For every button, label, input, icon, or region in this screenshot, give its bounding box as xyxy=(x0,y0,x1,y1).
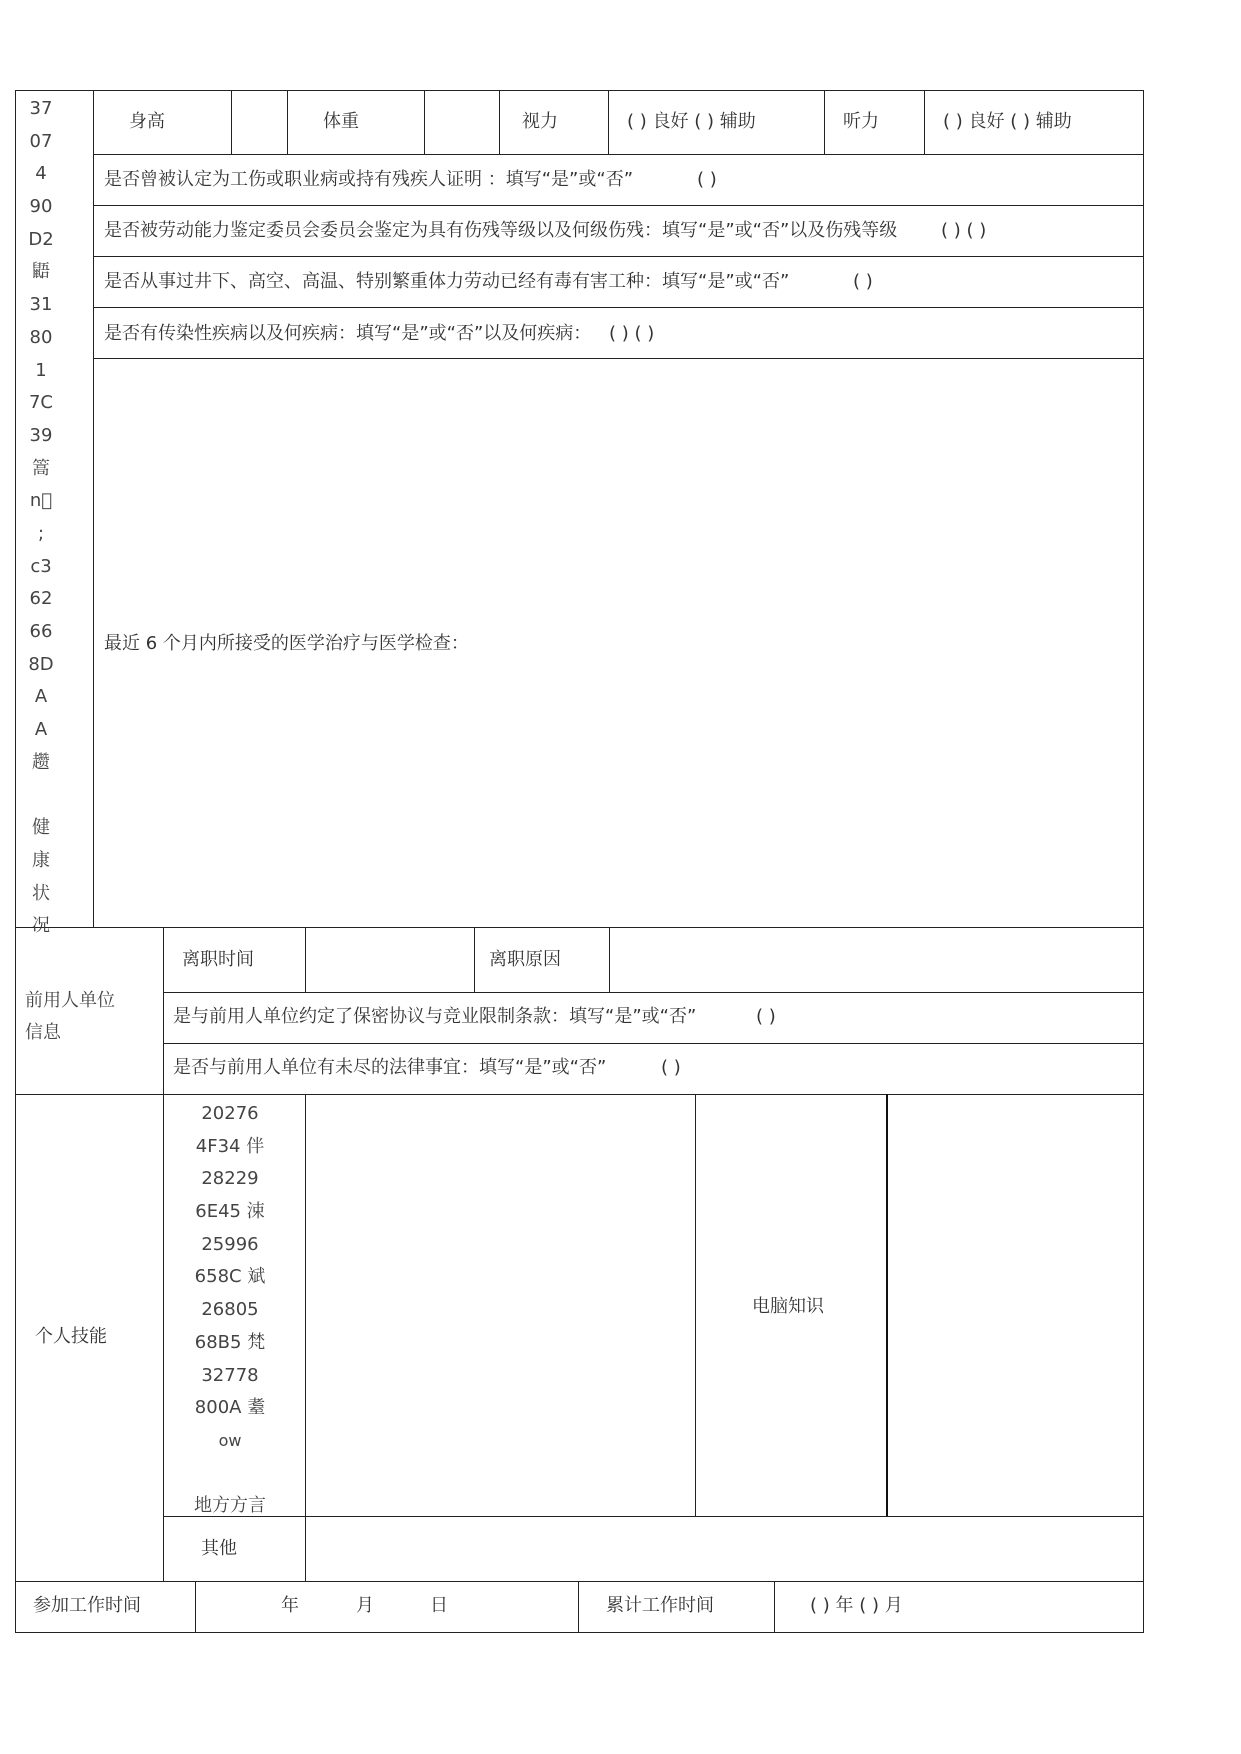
other-skills-label: 其他 xyxy=(201,1538,237,1559)
total-work-value[interactable]: ( ) 年 ( ) 月 xyxy=(810,1595,903,1616)
row-divider xyxy=(163,992,1143,993)
border-right xyxy=(1143,90,1144,1633)
hazard-answer-blank[interactable]: ( ) xyxy=(853,271,873,292)
skill-code: 28229 xyxy=(201,1168,259,1190)
infection-answer-blank[interactable]: ( ) ( ) xyxy=(609,323,655,344)
previous-employer-title: 前用人单位 信息 xyxy=(25,990,115,1043)
side-code: 80 xyxy=(29,326,53,348)
skills-title: 个人技能 xyxy=(35,1326,107,1347)
skill-code: 658C 斌 xyxy=(194,1266,266,1288)
side-code: 90 xyxy=(29,196,53,218)
skill-code: 68B5 梵 xyxy=(194,1331,266,1353)
hearing-label: 听力 xyxy=(843,111,879,132)
skill-code: ow xyxy=(218,1430,242,1450)
health-side-column xyxy=(15,93,67,943)
row-divider xyxy=(93,205,1143,206)
height-label: 身高 xyxy=(129,111,165,132)
vision-options[interactable]: ( ) 良好 ( ) 辅助 xyxy=(627,111,756,132)
col-divider xyxy=(231,90,232,154)
injury-answer-blank[interactable]: ( ) xyxy=(697,169,717,190)
section-divider xyxy=(15,1581,1143,1582)
confidential-question: 是与前用人单位约定了保密协议与竞业限制条款：填写“是”或“否” xyxy=(173,1006,697,1027)
col-divider xyxy=(774,1581,775,1632)
work-start-label: 参加工作时间 xyxy=(33,1595,141,1616)
col-divider xyxy=(608,90,609,154)
col-divider xyxy=(287,90,288,154)
row-divider xyxy=(93,307,1143,308)
skills-code-column xyxy=(163,1098,297,1523)
side-code: ; xyxy=(37,522,45,544)
side-code: A xyxy=(34,686,48,708)
side-code: 37 xyxy=(29,98,53,119)
hazard-question: 是否从事过井下、高空、高温、特别繁重体力劳动已经有毒有害工种：填写“是”或“否” xyxy=(104,271,790,292)
side-code: 31 xyxy=(29,294,53,316)
side-code: 7C xyxy=(28,392,54,414)
section-divider xyxy=(15,927,1143,928)
side-code: A xyxy=(34,719,48,741)
work-start-day[interactable]: 日 xyxy=(430,1595,448,1616)
side-code: 篙 xyxy=(32,457,50,479)
col-divider xyxy=(924,90,925,154)
side-code: 62 xyxy=(29,588,53,610)
computer-skills-label: 电脑知识 xyxy=(752,1296,824,1317)
total-work-label: 累计工作时间 xyxy=(606,1595,714,1616)
col-divider xyxy=(305,927,306,992)
legal-question: 是否与前用人单位有未尽的法律事宜：填写“是”或“否” xyxy=(173,1057,607,1078)
legal-answer-blank[interactable]: ( ) xyxy=(661,1057,681,1078)
section-title-char: 康 xyxy=(32,849,50,871)
medical-history-label: 最近 6 个月内所接受的医学治疗与医学检查： xyxy=(104,633,469,654)
weight-label: 体重 xyxy=(323,111,359,132)
side-code: 4 xyxy=(35,163,47,185)
col-divider xyxy=(499,90,500,154)
col-divider xyxy=(195,1581,196,1632)
skill-code: 20276 xyxy=(201,1103,259,1124)
section-divider xyxy=(15,1094,1143,1095)
col-divider xyxy=(695,1094,696,1516)
col-divider xyxy=(305,1094,306,1581)
side-code: n  xyxy=(29,490,53,512)
section-title-char: 健 xyxy=(32,817,50,839)
section-title-char: 状 xyxy=(32,882,50,904)
col-divider xyxy=(824,90,825,154)
disability-question: 是否被劳动能力鉴定委员会委员会鉴定为具有伤残等级以及何级伤残：填写“是”或“否”以及伤残等级 xyxy=(104,220,898,241)
side-code: 39 xyxy=(29,424,53,446)
injury-question: 是否曾被认定为工伤或职业病或持有残疾人证明 ：填写“是”或“否” xyxy=(104,169,634,190)
border-top xyxy=(15,90,1143,91)
side-code: c3 xyxy=(30,555,52,577)
dialect-label: 地方方言 xyxy=(194,1495,266,1517)
side-code: 8D xyxy=(28,653,54,675)
side-code: 鼯 xyxy=(32,261,50,283)
work-start-year[interactable]: 年 xyxy=(281,1595,299,1616)
skill-code: 26805 xyxy=(201,1299,259,1321)
work-start-month[interactable]: 月 xyxy=(356,1595,374,1616)
col-divider xyxy=(93,90,94,927)
row-divider xyxy=(163,1516,1143,1517)
row-divider xyxy=(93,154,1143,155)
col-divider xyxy=(578,1581,579,1632)
leave-time-label: 离职时间 xyxy=(182,949,254,970)
form-sheet xyxy=(15,90,1143,1660)
section-title-char: 况 xyxy=(32,915,50,937)
side-code xyxy=(15,779,67,812)
disability-answer-blank[interactable]: ( ) ( ) xyxy=(941,220,987,241)
row-divider xyxy=(93,358,1143,359)
col-divider xyxy=(886,1094,888,1516)
row-divider xyxy=(93,256,1143,257)
col-divider xyxy=(474,927,475,992)
confidential-answer-blank[interactable]: ( ) xyxy=(756,1006,776,1027)
leave-reason-label: 离职原因 xyxy=(489,949,561,970)
vision-label: 视力 xyxy=(522,111,558,132)
col-divider xyxy=(609,927,610,992)
skill-code: 800A 耋 xyxy=(194,1397,266,1419)
row-divider xyxy=(163,1043,1143,1044)
infection-question: 是否有传染性疾病以及何疾病：填写“是”或“否”以及何疾病： xyxy=(104,323,592,344)
skill-code xyxy=(163,1458,297,1491)
skill-code: 6E45 涑 xyxy=(195,1201,265,1223)
col-divider xyxy=(424,90,425,154)
hearing-options[interactable]: ( ) 良好 ( ) 辅助 xyxy=(943,111,1072,132)
side-code: D2 xyxy=(28,228,54,250)
side-code: 趱 xyxy=(32,751,50,773)
border-bottom xyxy=(15,1632,1143,1633)
skill-code: 4F34 伴 xyxy=(195,1135,265,1157)
side-code: 07 xyxy=(29,130,53,152)
side-code: 1 xyxy=(35,359,47,381)
side-code: 66 xyxy=(29,621,53,642)
skill-code: 25996 xyxy=(201,1233,259,1255)
skill-code: 32778 xyxy=(201,1364,259,1386)
